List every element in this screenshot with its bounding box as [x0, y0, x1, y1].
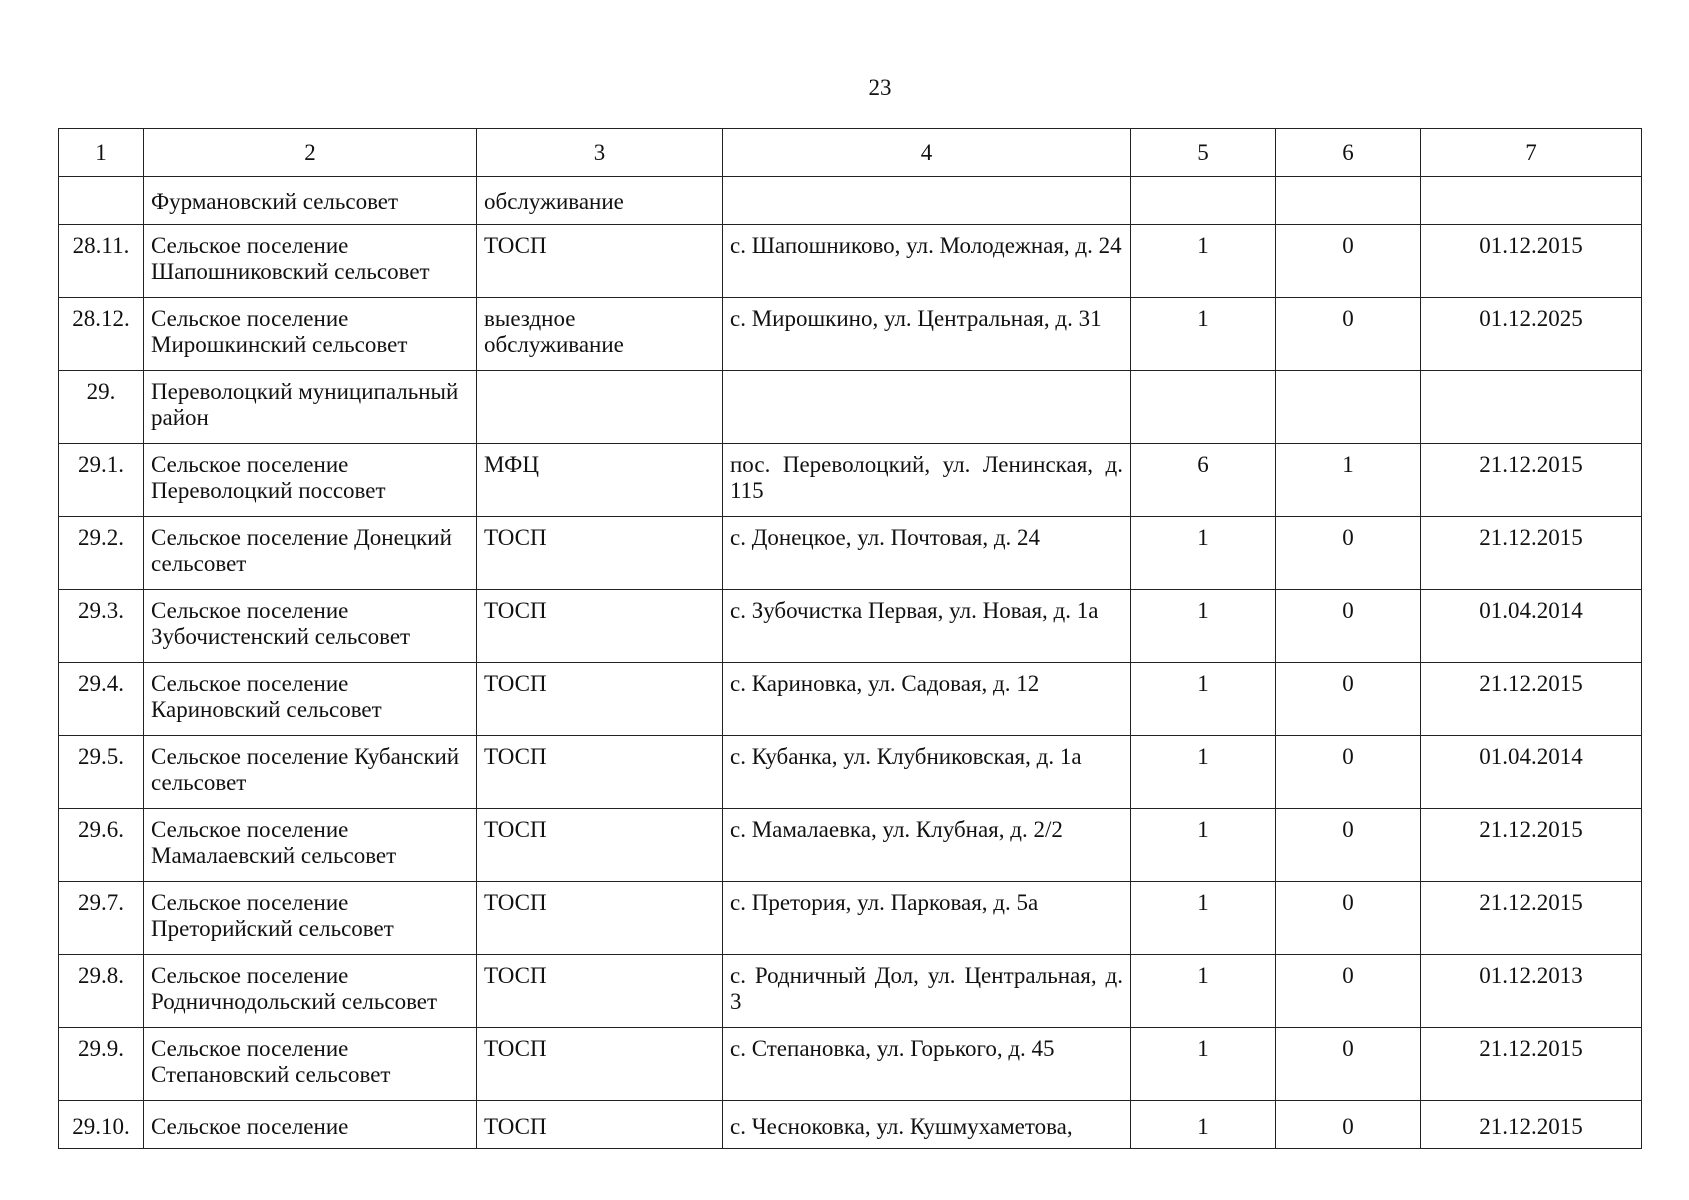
service-type-cell: ТОСП: [477, 809, 723, 882]
count-cell: 1: [1131, 955, 1276, 1028]
row-number-cell: 29.3.: [59, 590, 144, 663]
table-row: [59, 736, 1642, 809]
date-cell: 21.12.2015: [1421, 882, 1642, 955]
row-number-cell: 28.11.: [59, 225, 144, 298]
row-number-cell: 29.5.: [59, 736, 144, 809]
table-row: [59, 225, 1642, 298]
date-cell: [1421, 371, 1642, 444]
settlement-cell: Сельское поселение Кубанский сельсовет: [144, 736, 477, 809]
service-type-cell: ТОСП: [477, 663, 723, 736]
count-cell: 1: [1131, 1101, 1276, 1149]
count-cell: 0: [1276, 1028, 1421, 1101]
row-number-cell: 29.7.: [59, 882, 144, 955]
count-cell: 1: [1131, 882, 1276, 955]
row-number-cell: 29.9.: [59, 1028, 144, 1101]
address-cell: с. Мамалаевка, ул. Клубная, д. 2/2: [723, 809, 1131, 882]
date-cell: 21.12.2015: [1421, 809, 1642, 882]
settlement-cell: Сельское поселение Мамалаевский сельсовет: [144, 809, 477, 882]
count-cell: 0: [1276, 298, 1421, 371]
date-cell: 01.12.2025: [1421, 298, 1642, 371]
column-header: 4: [723, 129, 1131, 177]
table-row: [59, 590, 1642, 663]
page-number: 23: [868, 75, 892, 100]
date-cell: 21.12.2015: [1421, 663, 1642, 736]
column-header: 2: [144, 129, 477, 177]
address-cell: с. Родничный Дол, ул. Центральная, д. 3: [723, 955, 1131, 1028]
date-cell: 01.12.2013: [1421, 955, 1642, 1028]
table-row: [59, 663, 1642, 736]
row-number-cell: 29.1.: [59, 444, 144, 517]
column-header: 6: [1276, 129, 1421, 177]
count-cell: 1: [1131, 1028, 1276, 1101]
date-cell: 21.12.2015: [1421, 444, 1642, 517]
count-cell: 0: [1276, 663, 1421, 736]
address-cell: с. Донецкое, ул. Почтовая, д. 24: [723, 517, 1131, 590]
address-cell: пос. Переволоцкий, ул. Ленинская, д. 115: [723, 444, 1131, 517]
count-cell: [1276, 177, 1421, 225]
service-type-cell: ТОСП: [477, 590, 723, 663]
table-row: [59, 444, 1642, 517]
date-cell: 01.04.2014: [1421, 590, 1642, 663]
service-type-cell: ТОСП: [477, 1101, 723, 1149]
row-number-cell: 29.: [59, 371, 144, 444]
count-cell: 1: [1131, 590, 1276, 663]
service-type-cell: ТОСП: [477, 882, 723, 955]
row-number-cell: 29.8.: [59, 955, 144, 1028]
settlement-cell: Сельское поселение Кариновский сельсовет: [144, 663, 477, 736]
count-cell: 0: [1276, 517, 1421, 590]
address-cell: [723, 371, 1131, 444]
settlement-cell: Сельское поселение Родничнодольский сельсовет: [144, 955, 477, 1028]
settlement-cell: Сельское поселение Преторийский сельсовет: [144, 882, 477, 955]
row-number-cell: 29.10.: [59, 1101, 144, 1149]
table-row: [59, 298, 1642, 371]
date-cell: 01.12.2015: [1421, 225, 1642, 298]
row-number-cell: 28.12.: [59, 298, 144, 371]
settlement-cell: Сельское поселение Мирошкинский сельсовет: [144, 298, 477, 371]
count-cell: 0: [1276, 882, 1421, 955]
address-cell: с. Шапошниково, ул. Молодежная, д. 24: [723, 225, 1131, 298]
table-row: [59, 177, 1642, 225]
count-cell: 0: [1276, 225, 1421, 298]
count-cell: 1: [1131, 736, 1276, 809]
count-cell: [1131, 371, 1276, 444]
count-cell: 0: [1276, 1101, 1421, 1149]
settlement-cell: Сельское поселение Переволоцкий поссовет: [144, 444, 477, 517]
date-cell: 01.04.2014: [1421, 736, 1642, 809]
count-cell: 1: [1131, 225, 1276, 298]
settlement-cell: Сельское поселение Шапошниковский сельсовет: [144, 225, 477, 298]
settlement-cell: Сельское поселение Зубочистенский сельсовет: [144, 590, 477, 663]
row-number-cell: [59, 177, 144, 225]
count-cell: 0: [1276, 590, 1421, 663]
service-type-cell: обслуживание: [477, 177, 723, 225]
table-row: [59, 955, 1642, 1028]
address-cell: с. Чесноковка, ул. Кушмухаметова,: [723, 1101, 1131, 1149]
table-row: [59, 517, 1642, 590]
address-cell: с. Кариновка, ул. Садовая, д. 12: [723, 663, 1131, 736]
address-cell: [723, 177, 1131, 225]
settlement-cell: Сельское поселение: [144, 1101, 477, 1149]
service-type-cell: выездное обслуживание: [477, 298, 723, 371]
service-type-cell: ТОСП: [477, 225, 723, 298]
count-cell: [1276, 371, 1421, 444]
table-header-row: [59, 129, 1642, 177]
count-cell: 1: [1131, 663, 1276, 736]
date-cell: 21.12.2015: [1421, 1101, 1642, 1149]
count-cell: 1: [1276, 444, 1421, 517]
address-cell: с. Зубочистка Первая, ул. Новая, д. 1а: [723, 590, 1131, 663]
service-type-cell: ТОСП: [477, 736, 723, 809]
settlement-cell: Переволоцкий муниципальный район: [144, 371, 477, 444]
column-header: 1: [59, 129, 144, 177]
column-header: 7: [1421, 129, 1642, 177]
date-cell: 21.12.2015: [1421, 1028, 1642, 1101]
date-cell: 21.12.2015: [1421, 517, 1642, 590]
service-type-cell: ТОСП: [477, 955, 723, 1028]
settlement-cell: Сельское поселение Донецкий сельсовет: [144, 517, 477, 590]
address-cell: с. Претория, ул. Парковая, д. 5а: [723, 882, 1131, 955]
count-cell: 1: [1131, 517, 1276, 590]
service-points-table: [58, 128, 1642, 1149]
address-cell: с. Степановка, ул. Горького, д. 45: [723, 1028, 1131, 1101]
row-number-cell: 29.2.: [59, 517, 144, 590]
date-cell: [1421, 177, 1642, 225]
count-cell: 1: [1131, 298, 1276, 371]
count-cell: 0: [1276, 736, 1421, 809]
table-row: [59, 809, 1642, 882]
address-cell: с. Мирошкино, ул. Центральная, д. 31: [723, 298, 1131, 371]
address-cell: с. Кубанка, ул. Клубниковская, д. 1а: [723, 736, 1131, 809]
table-row: [59, 1028, 1642, 1101]
service-type-cell: ТОСП: [477, 1028, 723, 1101]
count-cell: 0: [1276, 955, 1421, 1028]
column-header: 3: [477, 129, 723, 177]
service-type-cell: МФЦ: [477, 444, 723, 517]
settlement-cell: Сельское поселение Степановский сельсовет: [144, 1028, 477, 1101]
settlement-cell: Фурмановский сельсовет: [144, 177, 477, 225]
row-number-cell: 29.6.: [59, 809, 144, 882]
table-row: [59, 371, 1642, 444]
service-type-cell: [477, 371, 723, 444]
count-cell: [1131, 177, 1276, 225]
column-header: 5: [1131, 129, 1276, 177]
count-cell: 6: [1131, 444, 1276, 517]
row-number-cell: 29.4.: [59, 663, 144, 736]
table-row: [59, 882, 1642, 955]
count-cell: 1: [1131, 809, 1276, 882]
service-type-cell: ТОСП: [477, 517, 723, 590]
table-row: [59, 1101, 1642, 1149]
count-cell: 0: [1276, 809, 1421, 882]
